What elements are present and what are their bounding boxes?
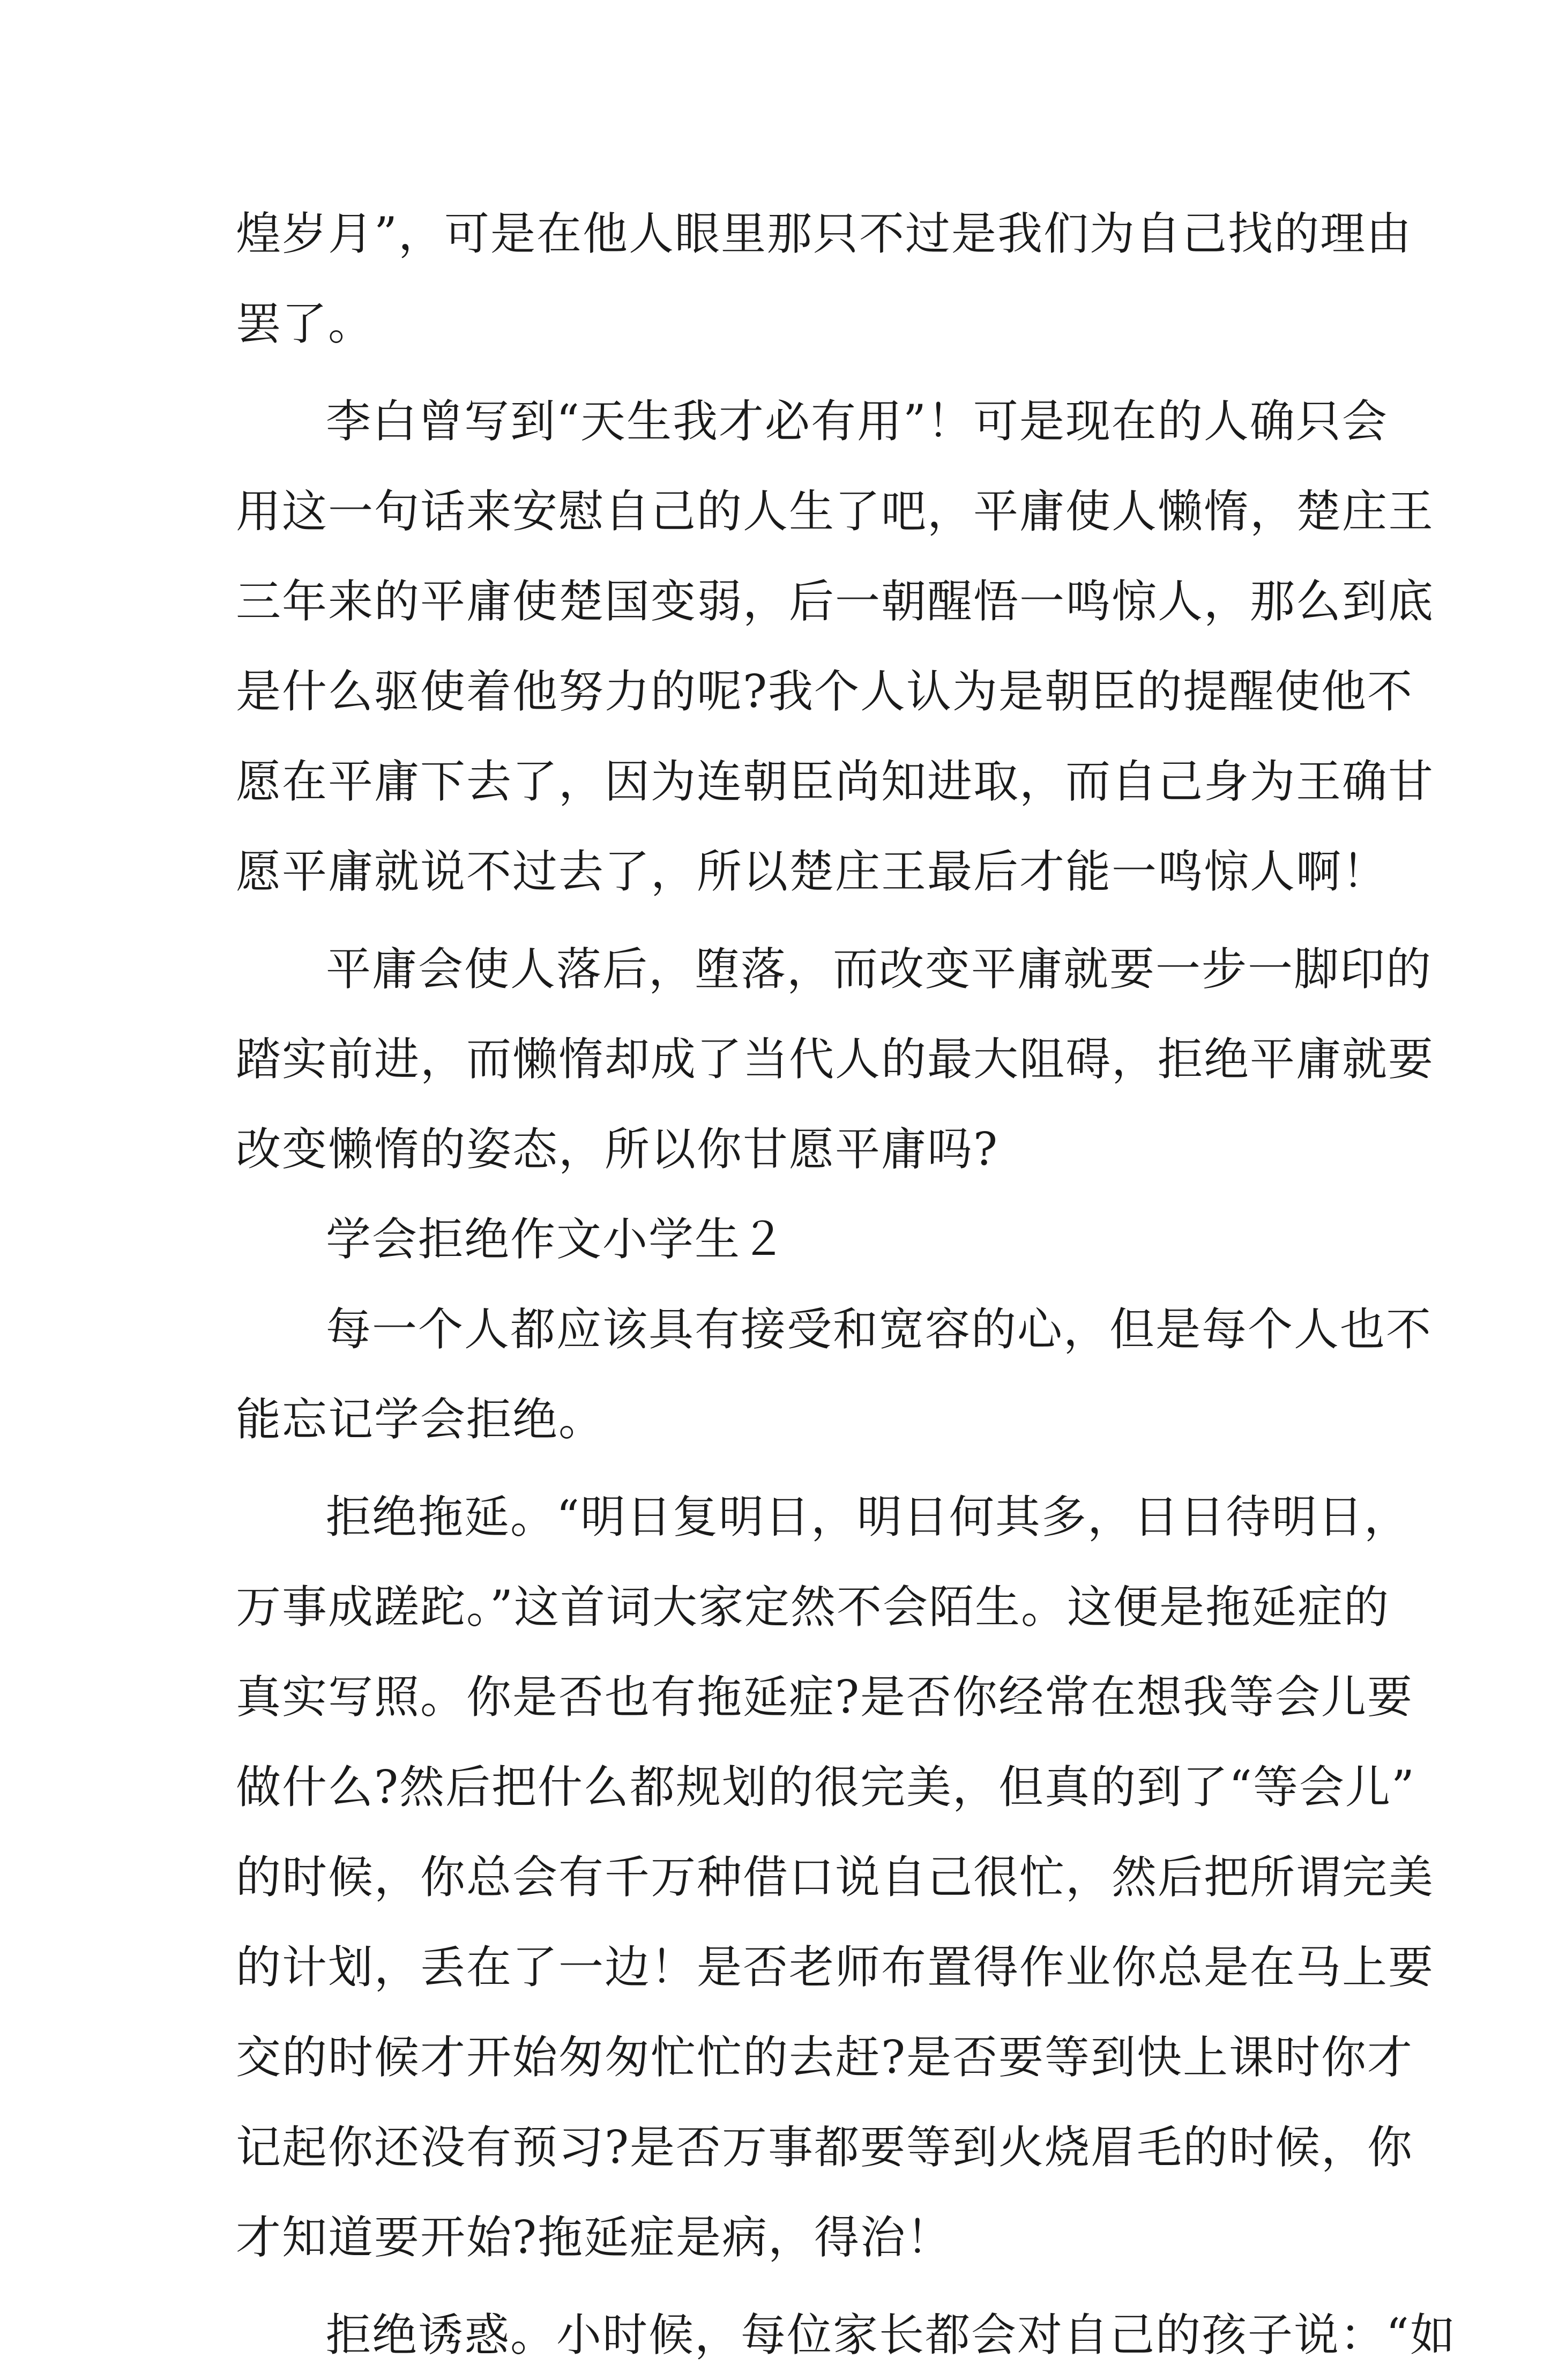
text-line: 记起你还没有预习?是否万事都要等到火烧眉毛的时候，你 bbox=[236, 2121, 1414, 2174]
text-line: 踏实前进，而懒惰却成了当代人的最大阻碍，拒绝平庸就要 bbox=[236, 1033, 1435, 1085]
text-line: 能忘记学会拒绝。 bbox=[236, 1393, 605, 1446]
body-text bbox=[236, 189, 1456, 2380]
paragraph-start: 拒绝诱惑。小时候，每位家长都会对自己的孩子说：“如 bbox=[326, 2309, 1456, 2361]
paragraph-start: 每一个人都应该具有接受和宽容的心，但是每个人也不 bbox=[326, 1303, 1433, 1356]
paragraph-start: 平庸会使人落后，堕落，而改变平庸就要一步一脚印的 bbox=[326, 943, 1433, 995]
paragraph-start: 拒绝拖延。“明日复明日，明日何其多，日日待明日， bbox=[326, 1491, 1410, 1543]
text-line: 的时候，你总会有千万种借口说自己很忙，然后把所谓完美 bbox=[236, 1851, 1435, 1903]
section-heading: 学会拒绝作文小学生２ bbox=[326, 1213, 787, 1266]
text-line: 用这一句话来安慰自己的人生了吧，平庸使人懒惰，楚庄王 bbox=[236, 485, 1435, 538]
text-line: 的计划，丢在了一边！是否老师布置得作业你总是在马上要 bbox=[236, 1941, 1435, 1994]
text-line: 愿平庸就说不过去了，所以楚庄王最后才能一鸣惊人啊！ bbox=[236, 845, 1389, 898]
text-line: 改变懒惰的姿态，所以你甘愿平庸吗? bbox=[236, 1123, 999, 1176]
text-line: 做什么?然后把什么都规划的很完美，但真的到了“等会儿” bbox=[236, 1761, 1415, 1813]
text-line: 交的时候才开始匆匆忙忙的去赶?是否要等到快上课时你才 bbox=[236, 2031, 1414, 2084]
paragraph-start: 李白曾写到“天生我才必有用”！可是现在的人确只会 bbox=[326, 395, 1388, 448]
text-line: 三年来的平庸使楚国变弱，后一朝醒悟一鸣惊人，那么到底 bbox=[236, 575, 1435, 628]
text-line: 万事成蹉跎。”这首词大家定然不会陌生。这便是拖延症的 bbox=[236, 1581, 1390, 1633]
text-line: 真实写照。你是否也有拖延症?是否你经常在想我等会儿要 bbox=[236, 1671, 1414, 1723]
text-line: 煌岁月”，可是在他人眼里那只不过是我们为自己找的理由 bbox=[236, 207, 1412, 260]
text-line: 才知道要开始?拖延症是病，得治！ bbox=[236, 2211, 953, 2264]
text-line: 罢了。 bbox=[236, 298, 375, 350]
text-line: 是什么驱使着他努力的呢?我个人认为是朝臣的提醒使他不 bbox=[236, 665, 1414, 718]
text-line: 愿在平庸下去了，因为连朝臣尚知进取，而自己身为王确甘 bbox=[236, 755, 1435, 808]
